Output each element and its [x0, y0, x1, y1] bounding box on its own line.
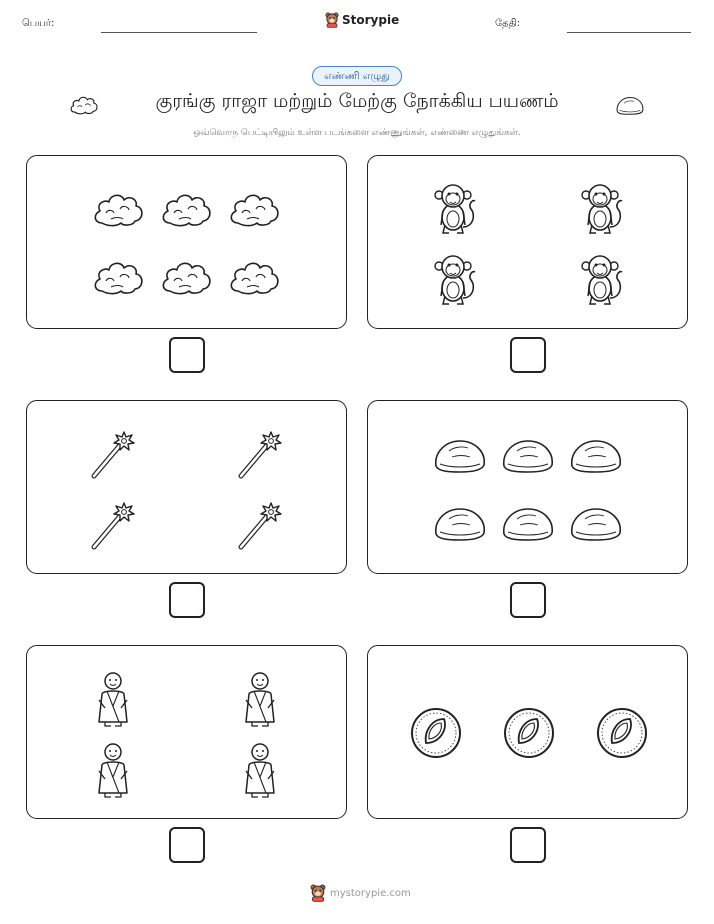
- answer-box[interactable]: [510, 827, 546, 863]
- monk-icon: [240, 741, 280, 803]
- peach-icon: [501, 705, 557, 765]
- brand-logo: [325, 12, 399, 28]
- answer-box[interactable]: [169, 827, 205, 863]
- cloud-icon: [227, 190, 283, 234]
- answer-box[interactable]: [510, 582, 546, 618]
- storypie-bear-icon: [310, 884, 326, 902]
- footer: [310, 884, 411, 902]
- answer-box[interactable]: [510, 337, 546, 373]
- cloud-icon: [159, 190, 215, 234]
- counting-panel: [367, 155, 688, 329]
- stone-icon: [432, 435, 488, 479]
- cloud-icon: [91, 258, 147, 302]
- stone-icon: [614, 94, 646, 116]
- counting-panel: [26, 400, 347, 574]
- worksheet-title: குரங்கு ராஜா மற்றும் மேற்கு நோக்கிய பயணம்: [155, 90, 559, 112]
- peach-icon: [594, 705, 650, 765]
- name-write-line[interactable]: [101, 32, 257, 33]
- counting-panel: [26, 645, 347, 819]
- name-label: பெயர்:: [22, 18, 55, 29]
- instructions: ஒவ்வொரு பெட்டியிலும் உள்ள படங்களை எண்ணுங்கள், எண்ணை எழுதுங்கள்.: [193, 128, 521, 138]
- brand-name: Storypie: [342, 13, 400, 27]
- monk-icon: [93, 670, 133, 732]
- magic-staff-icon: [88, 426, 138, 486]
- cloud-icon: [91, 190, 147, 234]
- answer-box[interactable]: [169, 337, 205, 373]
- stone-icon: [500, 503, 556, 547]
- activity-badge: எண்ணி எழுது: [312, 66, 402, 86]
- stone-icon: [568, 503, 624, 547]
- counting-panel: [367, 645, 688, 819]
- monkey-icon: [576, 252, 626, 312]
- stone-icon: [500, 435, 556, 479]
- counting-panel: [26, 155, 347, 329]
- date-write-line[interactable]: [567, 32, 691, 33]
- answer-box[interactable]: [169, 582, 205, 618]
- cloud-icon: [159, 258, 215, 302]
- date-label: தேதி:: [495, 18, 521, 29]
- stone-icon: [568, 435, 624, 479]
- monk-icon: [93, 741, 133, 803]
- storypie-bear-icon: [325, 12, 339, 28]
- monk-icon: [240, 670, 280, 732]
- counting-panel: [367, 400, 688, 574]
- stone-icon: [432, 503, 488, 547]
- magic-staff-icon: [235, 426, 285, 486]
- footer-url[interactable]: mystorypie.com: [330, 887, 411, 899]
- monkey-icon: [429, 252, 479, 312]
- monkey-icon: [576, 181, 626, 241]
- peach-icon: [408, 705, 464, 765]
- magic-staff-icon: [88, 497, 138, 557]
- magic-staff-icon: [235, 497, 285, 557]
- monkey-icon: [429, 181, 479, 241]
- cloud-icon: [227, 258, 283, 302]
